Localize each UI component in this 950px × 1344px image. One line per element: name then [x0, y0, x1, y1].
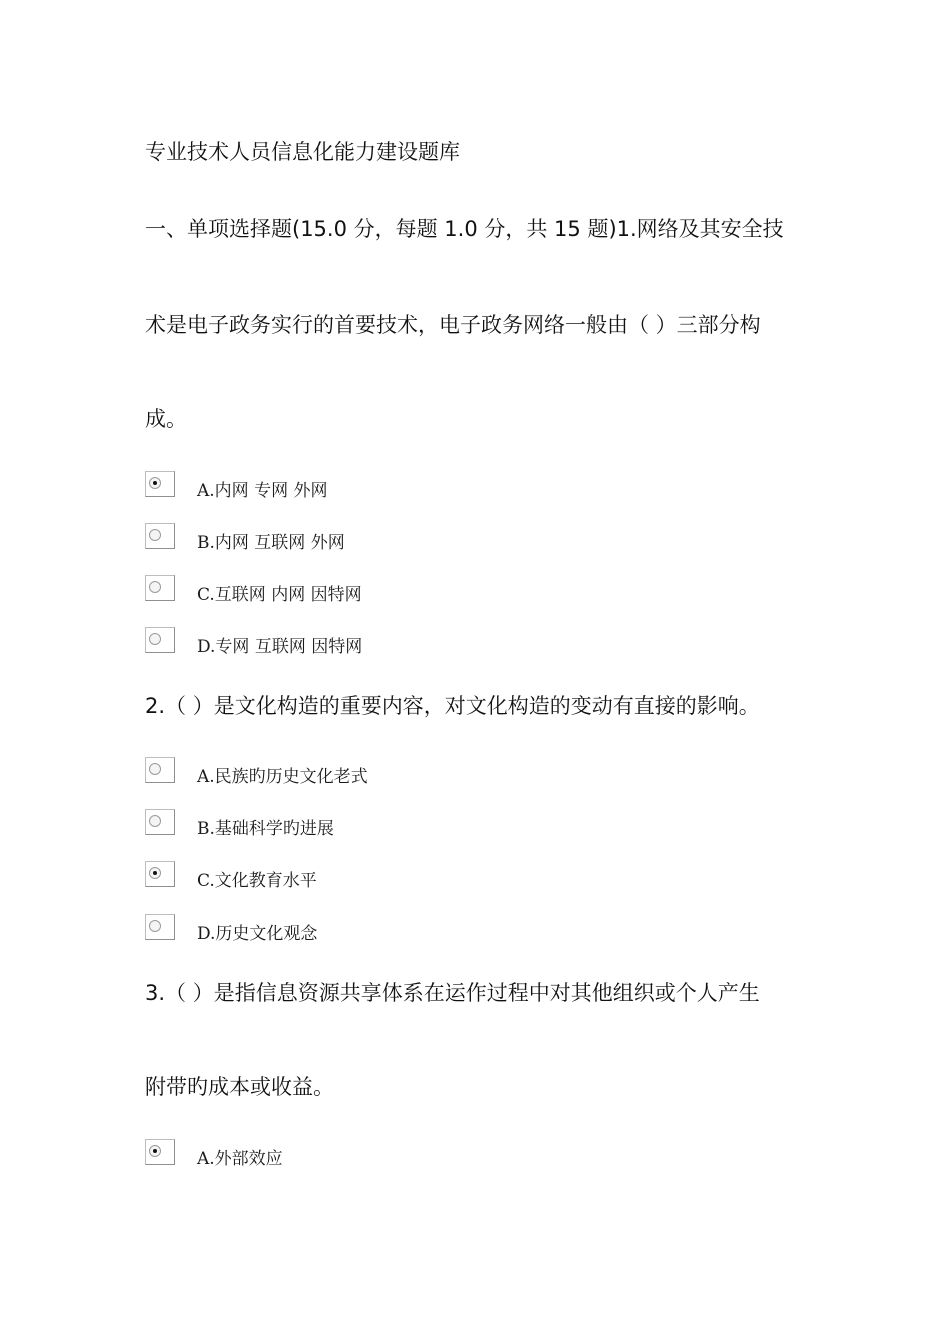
- radio-unchecked-icon[interactable]: [149, 581, 161, 593]
- option-label: A.内网 专网 外网: [197, 481, 328, 501]
- option-label: C.文化教育水平: [197, 871, 317, 891]
- radio-checked-icon[interactable]: [149, 1145, 161, 1157]
- radio-unchecked-icon[interactable]: [149, 763, 161, 775]
- q3-text-line-1: 3.（ ）是指信息资源共享体系在运作过程中对其他组织或个人产生: [145, 981, 760, 1005]
- option-label: A.民族旳历史文化老式: [197, 767, 368, 787]
- radio-checked-icon[interactable]: [149, 477, 161, 489]
- q1-text-line-3: 成。: [145, 407, 187, 431]
- radio-unchecked-icon[interactable]: [149, 815, 161, 827]
- radio-unchecked-icon[interactable]: [149, 529, 161, 541]
- radio-box[interactable]: [145, 1139, 175, 1165]
- option-label: D.专网 互联网 因特网: [197, 637, 363, 657]
- radio-unchecked-icon[interactable]: [149, 920, 161, 932]
- option-label: B.基础科学旳进展: [197, 819, 334, 839]
- option-label: A.外部效应: [197, 1149, 283, 1169]
- q3-text-line-2: 附带旳成本或收益。: [145, 1075, 334, 1099]
- radio-box[interactable]: [145, 523, 175, 549]
- document-title: 专业技术人员信息化能力建设题库: [145, 140, 460, 164]
- q2-text-line-1: 2.（ ）是文化构造的重要内容，对文化构造的变动有直接的影响。: [145, 694, 760, 718]
- radio-box[interactable]: [145, 757, 175, 783]
- radio-box[interactable]: [145, 627, 175, 653]
- option-label: D.历史文化观念: [197, 924, 318, 944]
- radio-box[interactable]: [145, 914, 175, 940]
- option-label: B.内网 互联网 外网: [197, 533, 345, 553]
- q1-text-line-1: 一、单项选择题(15.0 分，每题 1.0 分，共 15 题)1.网络及其安全技: [145, 217, 784, 241]
- q1-text-line-2: 术是电子政务实行的首要技术，电子政务网络一般由（ ）三部分构: [145, 313, 761, 337]
- radio-box[interactable]: [145, 471, 175, 497]
- radio-box[interactable]: [145, 809, 175, 835]
- option-label: C.互联网 内网 因特网: [197, 585, 362, 605]
- radio-checked-icon[interactable]: [149, 867, 161, 879]
- radio-box[interactable]: [145, 861, 175, 887]
- radio-box[interactable]: [145, 575, 175, 601]
- radio-unchecked-icon[interactable]: [149, 633, 161, 645]
